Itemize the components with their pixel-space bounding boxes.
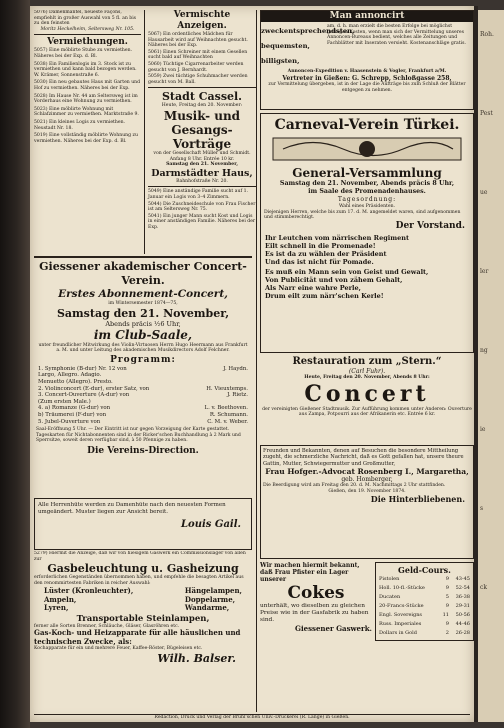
verse-line: Ihr Leutchen vom närrischen Regiment	[265, 233, 409, 242]
keyword-zweck: zweckentsprechendsten,	[261, 27, 355, 35]
exchange-heading: Geld-Cours.	[398, 565, 451, 575]
gas-item: Lüster (Kronleuchter),	[44, 586, 134, 596]
event-title: Musik- und Gesangs-Vorträge	[163, 108, 241, 151]
facing-text: ng	[480, 347, 488, 354]
gas-trans-sub: ferner alle Sorten Brenner, Schläuche, Gläser, Glasröhren etc.	[34, 623, 180, 629]
ad-item: 5028) Im Hause Nr. 44 am Seltersweg ist im Vorderhaus eine Wohnung zu vermiethen.	[34, 93, 138, 105]
facing-text: s	[480, 505, 484, 512]
gas-items	[44, 587, 242, 613]
exchange-cell: Russ. Imperiales	[379, 621, 422, 627]
ad-item: 5023) Eine möblirte Wohnung mit Schlafzimmer zu vermiethen. Marktstraße 9.	[34, 106, 139, 118]
book-spine	[0, 0, 30, 728]
ad-item: 5019) Eine vollständig möblirte Wohnung zu vermiethen. Näheres bei der Exp. d. Bl.	[34, 133, 138, 144]
programme-composer: J. Haydn.	[223, 365, 248, 372]
gas-subtitle: erforderlichen Gegenständen übernommen haben, und empfehle die besagten Artikel aus den renommirtesten Fabriken in reicher Auswahl:	[34, 575, 244, 586]
venue-title: Stadt Cassel.	[161, 90, 243, 104]
gas-item: Doppelarme,	[184, 594, 236, 604]
imprint: Redaction, Druck und Verlag der Brühl'schen Univ.-Druckerei (R. Lange) in Gießen.	[154, 715, 350, 720]
exchange-cell: 50-56	[455, 612, 470, 618]
ad-item: 5044) Die Zuschneideschule von Frau Fischer ist am Seltersweg Nr. 75.	[148, 201, 256, 213]
ad-text: 5076) Damenmäntel, neueste Façons, empfiehlt in großer Auswahl von 5 fl. an bis zu den feinsten	[34, 10, 137, 27]
programme-composer: R. Schumann.	[209, 411, 248, 418]
programme-composer: H. Vieuxtemps.	[206, 385, 248, 392]
newspaper-page	[30, 6, 474, 722]
concert-place: im Club-Saale,	[93, 327, 193, 342]
gas-item: Ampeln,	[44, 594, 77, 604]
restaurant-owner: (Carl Fuhr).	[348, 368, 386, 375]
programme-composer: L. v. Beethoven.	[204, 405, 248, 412]
exchange-cell: 36-38	[455, 594, 470, 600]
venue-date: Heute, Freitag den 20. November:	[161, 103, 243, 109]
exchange-row	[378, 575, 471, 584]
exchange-cell: 52-54	[455, 585, 470, 591]
ticket-note: Tageskarten für Nichtabonnenten sind in der Ricker'schen Buchhandlung à 2 Mark und Sperrsitze, soweit deren verfügbar sind, à 50 Pfennige zu haben.	[36, 432, 241, 444]
programme-piece: b) Träumerei (F-dur) von	[38, 411, 107, 418]
cokes-advert	[260, 562, 372, 641]
agent-note: zur Vermittelung übergeben, ist in der Lage die Aufträge bis zum Schluß der Blätter entgegen zu nehmen.	[268, 82, 466, 93]
programme-item	[38, 412, 248, 419]
cokes-signature: Giessener Gaswerk.	[294, 624, 372, 633]
agenda-heading: Tagesordnung:	[337, 196, 397, 203]
ad-item: 5067) Ein ordentliches Mädchen für Hausarbeit wird auf Weihnachten gesucht. Näheres bei der Exp.	[148, 32, 248, 49]
hat-advert	[34, 498, 252, 550]
facing-text: ie	[480, 426, 486, 433]
facing-text: Pest	[480, 110, 493, 117]
agenda-note: Diejenigen Herren, welche bis zum 17. d. M. angemeldet waren, sind aufgenommen und stimmberechtigt.	[264, 209, 461, 221]
programme-item	[38, 392, 248, 399]
verse-line: Es ist da zu wählen der Präsident	[265, 249, 387, 258]
exchange-row	[378, 593, 471, 602]
notice-signature: Die Hinterbliebenen.	[370, 494, 465, 505]
section-heading: Vermiethungen.	[47, 37, 128, 48]
gas-koch: Gas-Koch- und Heizapparate für alle häuslichen und technischen Zwecke, als:	[34, 628, 241, 646]
gas-item: Lyren,	[44, 603, 69, 613]
admission-note: Saal-Eröffnung 5 Uhr. — Der Eintritt ist nur gegen Vorzeigung der Karte gestattet.	[36, 427, 230, 433]
carnival-title: Carneval-Verein Türkei.	[274, 117, 460, 133]
notice-date: Gießen, den 19. November 1874.	[328, 488, 406, 494]
concert-note: der vereinigten Gießener Stadtmusik. Zur Aufführung kommen unter Anderen: Ouverture aus Zampa, Potpourri aus der Afrikanerin etc. Entrée 6 kr.	[262, 406, 472, 418]
verse-line: Es muß ein Mann sein von Geist und Gewalt,	[265, 267, 429, 276]
section-heading: Vermischte Anzeigen.	[173, 10, 231, 31]
exchange-cell: Pistolen	[379, 576, 400, 582]
ad-list	[148, 189, 256, 230]
exchange-cell: 11	[442, 612, 449, 618]
venue-address: Bahnhofstraße Nr. 20.	[176, 178, 228, 184]
programme-item	[38, 372, 248, 379]
concert-advert	[34, 256, 252, 498]
gas-koch-sub: Kochapparate für ein und mehrere Feuer, Kaffee-Röster, Bügeleisen etc.	[34, 646, 203, 652]
programme-piece: Menuetto (Allegro). Presto.	[38, 378, 113, 385]
middle-column	[144, 10, 256, 254]
gas-advert	[34, 551, 252, 715]
programme-piece: 2. Violinconcert (E-dur), erster Satz, von	[38, 385, 150, 392]
programme-composer: J. Rietz.	[227, 392, 248, 399]
footer	[34, 714, 470, 722]
exchange-cell: Ducaten	[379, 594, 401, 600]
exchange-row	[378, 602, 471, 611]
venue-title: Darmstädter Haus,	[151, 167, 253, 179]
verse	[265, 234, 469, 266]
hat-signature: Louis Gail.	[181, 518, 241, 530]
programme-piece: 3. Concert-Ouverture (A-dur) von	[38, 392, 130, 399]
exchange-cell: 9	[445, 603, 449, 609]
gas-signature: Wilh. Balser.	[157, 652, 236, 666]
concert-mitwirkung: unter freundlicher Mitwirkung des Violin-Virtuosen Herrn Hugo Heermann aus Frankfurt a. M. und unter Leitung des akademischen Musikdirectors Adolf Felchner.	[38, 342, 248, 354]
ad-item: 5021) Ein kleines Logis zu vermiethen. Neustadt Nr. 18.	[34, 119, 125, 131]
programme-piece: 5. Jubel-Ouverture von	[38, 418, 101, 425]
exchange-row	[378, 611, 471, 620]
carnival-advert	[260, 113, 474, 353]
right-column	[256, 10, 474, 712]
programme-piece: Largo, Allegro. Adagio.	[38, 372, 102, 379]
concert-time: Abends präcis ½6 Uhr,	[105, 319, 181, 328]
gas-trans: Transportable Steinlampen,	[76, 613, 210, 624]
cokes-title: Cokes	[287, 583, 345, 603]
assembly-title: General-Versammlung	[292, 166, 442, 180]
event-date: Samstag den 21. November,	[166, 162, 238, 168]
agency-name: Annoncen-Expedition v. Haasenstein & Vogler, Frankfurt a/M.	[287, 69, 447, 74]
agent-line: Vertreter in Gießen: G. Schrepp, Schloßgasse 258,	[282, 74, 452, 82]
annoncen-text: am, d. h. man erzielt die besten Erfolge bei möglichst geringen Kosten, wenn man sich der Vermittelung unseres Annoncen-Bureaus bedient, welches alle Zeitungen und Fachblätter mit Inseraten versieht. Kostenanschläge gratis.	[327, 24, 466, 46]
exchange-cell: 44-46	[455, 621, 470, 627]
ad-item: 5057) Eine möblirte Stube zu vermiethen. Näheres bei der Exp. d. Bl.	[34, 48, 133, 59]
exchange-table	[378, 575, 471, 638]
keyword-billig: billigsten,	[261, 57, 300, 65]
facing-text: ck	[480, 584, 487, 591]
ad-list	[34, 48, 141, 144]
ad-item: 5030) Ein neu gebautes Haus mit Garten und Hof zu vermiethen. Näheres bei der Exp.	[34, 80, 141, 91]
exchange-cell: Engl. Sovereigns	[379, 612, 423, 618]
programme-piece: 4. a) Romanze (G-dur) von	[38, 405, 111, 412]
exchange-cell: 29-31	[455, 603, 470, 609]
verse-line: Von Publicität und von zähem Gehalt,	[265, 275, 403, 284]
programme-item	[38, 419, 248, 426]
cokes-text: unterhält, wo dieselben zu gleichen Preise wie in der Gasfabrik zu haben sind.	[260, 603, 369, 623]
funeral-note: Die Beerdigung wird am Freitag den 20. d. M. Nachmittags 2 Uhr stattfinden.	[263, 483, 446, 489]
exchange-cell: 5	[445, 594, 449, 600]
programme-piece: (Zum ersten Male.)	[38, 398, 91, 405]
restaurant-name: Restauration zum „Stern.“	[292, 356, 442, 367]
facing-page	[478, 10, 504, 722]
exchange-row	[378, 620, 471, 629]
gas-item: Wandarme,	[184, 603, 230, 613]
exchange-row	[378, 629, 471, 638]
programme-composer: C. M. v. Weber.	[207, 418, 248, 425]
left-column	[34, 10, 141, 254]
verse	[265, 268, 469, 300]
annoncen-advert	[260, 10, 474, 110]
concert-title: Erstes Abonnement-Concert,	[58, 288, 228, 300]
keyword-bequem: bequemsten,	[261, 42, 310, 50]
programme-list	[38, 366, 248, 425]
gas-item: Hängelampen,	[184, 586, 242, 596]
exchange-rates	[375, 562, 474, 641]
event-details: von der Gesellschaft Müller und Schmidt. Anfang 8 Uhr. Entrée 10 kr.	[153, 150, 251, 162]
concert-signature: Die Vereins-Direction.	[87, 445, 199, 456]
board-signature: Der Vorstand.	[395, 220, 465, 231]
programme-piece: 1. Symphonie (B-dur) Nr. 12 von	[38, 365, 127, 372]
exchange-cell: 9	[445, 576, 449, 582]
programme-item	[38, 405, 248, 412]
ad-item: 5041) Ein junger Mann sucht Kost und Logis in einer anständigen Familie. Näheres bei der Exp.	[148, 213, 256, 230]
agenda-item: Wahl eines Präsidenten.	[338, 204, 396, 209]
exchange-cell: 20-Francs-Stücke	[379, 603, 424, 609]
assembly-date: Samstag den 21. November, Abends präcis 8 Uhr,	[279, 180, 455, 187]
assembly-place: im Saale des Promenadenhauses.	[308, 188, 426, 195]
ad-signature: Moritz Heckelheim, Seltersweg Nr. 105.	[40, 26, 135, 32]
death-notice	[260, 445, 474, 559]
ad-item: 5061) Einen Schreiner mit einem Gesellen sucht bald auf Weihnachten	[148, 49, 248, 61]
banner-illustration	[263, 134, 471, 164]
verse-line: Drum eilt zum närr'schen Kerle!	[265, 291, 384, 300]
annoncen-heading: Man annoncirt	[261, 11, 473, 22]
deceased-birthname: geb. Homberger,	[341, 476, 393, 484]
gas-title: Gasbeleuchtung u. Gasheizung	[47, 562, 239, 576]
concert-date: Samstag den 21. November,	[56, 306, 230, 320]
exchange-cell: 9	[445, 621, 449, 627]
concert-society: Giessener akademischer Concert-Verein.	[39, 260, 247, 287]
death-text: Freunden und Bekannten, denen auf Besuchen die besondere Mittheilung zugeht, die schmerzliche Nachricht, daß es Gott gefallen hat, unsere theure Gattin, Mutter, Schwiegermutter und Großmutter,	[263, 448, 464, 467]
concert-semester: im Wintersemester 1874—75,	[108, 301, 178, 306]
facing-text: ue	[480, 189, 488, 196]
exchange-cell: 26-28	[455, 630, 470, 636]
hat-text: Alle Herrenhüte werden zu Damenhüte nach den neuesten Formen umgeändert. Muster liegen zur Ansicht bereit.	[38, 502, 226, 515]
verse-line: Als Narr eine wahre Perle,	[265, 283, 361, 292]
ad-list	[148, 32, 256, 85]
exchange-cell: Holl. 10-fl.-Stücke	[379, 585, 425, 591]
ad-item: 5049) Eine anständige Familie sucht auf 1. Januar ein Logis von 3–4 Zimmern.	[148, 189, 248, 200]
exchange-row	[378, 584, 471, 593]
exchange-cell: Dollars in Gold	[379, 630, 417, 636]
programme-item	[38, 366, 248, 373]
exchange-cell: 2	[445, 630, 449, 636]
exchange-cell: 9	[445, 585, 449, 591]
ad-item: 5060) Tüchtige Cigarrenarbeiter werden gesucht von J. Bernhardt.	[148, 61, 244, 73]
cokes-intro: Wir machen hiermit bekannt, daß Frau Pfister ein Lager unserer	[260, 562, 360, 583]
restaurant-date: Heute, Freitag den 20. November, Abends 8 Uhr:	[304, 375, 430, 380]
deceased-name: Frau Hofger.-Advocat Rosenberg I., Margaretha,	[265, 467, 469, 477]
bottom-right-row	[260, 562, 474, 641]
verse-line: Und das ist nicht für Pomade.	[265, 257, 374, 266]
programme-heading: Programm:	[110, 354, 176, 365]
facing-text: Roh.	[480, 31, 494, 38]
ad-item: 5059) Zwei tüchtige Schuhmacher werden gesucht von M. Ball.	[148, 74, 248, 85]
concert-word: Concert	[304, 380, 430, 407]
exchange-cell: 43-45	[455, 576, 470, 582]
ad-item: 5038) Ein Familienlogis im 3. Stock ist zu vermiethen und kann bald bezogen werden. W. Krämer, Sonnenstraße 6.	[34, 61, 137, 78]
facing-text: ler	[480, 268, 489, 275]
gas-intro: 5279) Hiermit die Anzeige, daß wir von hiesigem Gaswerk ein Commissionslager von allen zur	[34, 551, 246, 562]
restaurant-advert	[260, 356, 474, 442]
verse-line: Eilt schnell in die Promenade!	[265, 241, 376, 250]
programme-item	[38, 379, 248, 386]
